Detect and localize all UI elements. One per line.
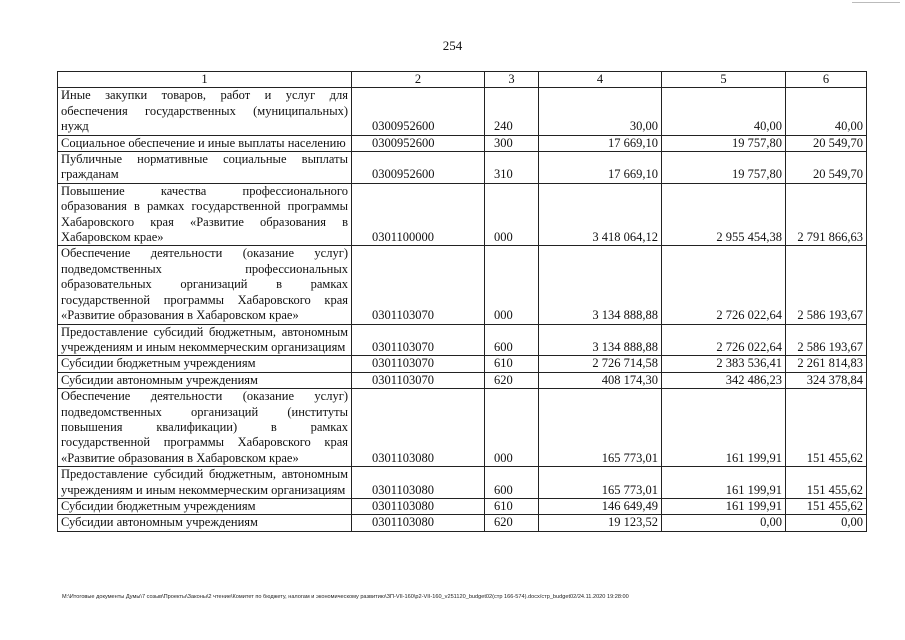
table-row [58,498,867,514]
table-row [58,183,867,246]
table-row [58,389,867,467]
row-amount-col6-cell: 2 261 814,83 [786,356,867,372]
table-row [58,467,867,499]
row-amount-col5-cell: 161 199,91 [662,467,786,499]
header-cell-1: 1 [58,72,352,88]
row-name-cell: Повышение качества профессионального образования в рамках государственной программы Хабаровского края «Развитие образования в Хабаровском крае» [58,183,352,246]
row-name-cell: Обеспечение деятельности (оказание услуг) подведомственных профессиональных образовательных организаций в рамках государственной программы Хабаровского края «Развитие образования в Хабаровском крае» [58,246,352,324]
budget-table-body [58,72,867,532]
row-expense-type-cell: 620 [485,515,539,531]
row-expense-type-cell: 000 [485,389,539,467]
row-amount-col5-cell: 0,00 [662,515,786,531]
row-amount-col6-cell: 151 455,62 [786,389,867,467]
row-expense-type-cell: 310 [485,152,539,184]
table-row [58,88,867,135]
row-amount-col6-cell: 324 378,84 [786,372,867,388]
row-amount-col5-cell: 2 955 454,38 [662,183,786,246]
row-expense-type-cell: 000 [485,183,539,246]
row-amount-col5-cell: 19 757,80 [662,152,786,184]
row-expense-type-cell: 610 [485,356,539,372]
row-amount-col5-cell: 161 199,91 [662,498,786,514]
top-edge-rule [852,2,900,3]
row-name-cell: Субсидии бюджетным учреждениям [58,356,352,372]
row-amount-col6-cell: 40,00 [786,88,867,135]
row-name-cell: Социальное обеспечение и иные выплаты населению [58,135,352,151]
row-code-cell: 0301103070 [352,246,485,324]
table-row [58,324,867,356]
table-row [58,356,867,372]
row-amount-col4-cell: 17 669,10 [539,152,662,184]
row-amount-col6-cell: 0,00 [786,515,867,531]
row-code-cell: 0301103080 [352,515,485,531]
row-amount-col4-cell: 30,00 [539,88,662,135]
table-row [58,135,867,151]
table-row [58,515,867,531]
row-name-cell: Обеспечение деятельности (оказание услуг) подведомственных организаций (институты повышения квалификации) в рамках государственной программы Хабаровского края «Развитие образования в Хабаровском крае» [58,389,352,467]
row-code-cell: 0300952600 [352,152,485,184]
row-code-cell: 0301103070 [352,324,485,356]
row-code-cell: 0301103080 [352,498,485,514]
row-amount-col6-cell: 20 549,70 [786,152,867,184]
footer-file-path: M:\Итоговые документы Думы\7 созыв\Проекты\Законы\2 чтение\Комитет по бюджету, налогам и экономическому развитию\ЗП-VII-160\р2-VII-160_v251120_budget02(стр 166-574).docx/стр_budget02/24.11.2020 19:28:00 [62,594,629,600]
row-amount-col5-cell: 2 726 022,64 [662,324,786,356]
row-amount-col5-cell: 40,00 [662,88,786,135]
row-expense-type-cell: 600 [485,467,539,499]
row-amount-col6-cell: 151 455,62 [786,498,867,514]
row-code-cell: 0301103080 [352,389,485,467]
row-amount-col4-cell: 3 134 888,88 [539,324,662,356]
row-amount-col4-cell: 408 174,30 [539,372,662,388]
row-name-cell: Публичные нормативные социальные выплаты гражданам [58,152,352,184]
row-amount-col4-cell: 165 773,01 [539,389,662,467]
row-amount-col4-cell: 165 773,01 [539,467,662,499]
row-expense-type-cell: 600 [485,324,539,356]
row-amount-col4-cell: 2 726 714,58 [539,356,662,372]
row-code-cell: 0301103070 [352,372,485,388]
row-expense-type-cell: 000 [485,246,539,324]
row-code-cell: 0300952600 [352,88,485,135]
row-amount-col6-cell: 2 791 866,63 [786,183,867,246]
row-expense-type-cell: 300 [485,135,539,151]
row-name-cell: Предоставление субсидий бюджетным, автономным учреждениям и иным некоммерческим организациям [58,467,352,499]
row-amount-col4-cell: 3 418 064,12 [539,183,662,246]
row-amount-col6-cell: 151 455,62 [786,467,867,499]
row-amount-col4-cell: 17 669,10 [539,135,662,151]
header-cell-6: 6 [786,72,867,88]
row-name-cell: Субсидии бюджетным учреждениям [58,498,352,514]
row-amount-col6-cell: 20 549,70 [786,135,867,151]
row-amount-col5-cell: 19 757,80 [662,135,786,151]
header-cell-5: 5 [662,72,786,88]
header-cell-3: 3 [485,72,539,88]
row-amount-col4-cell: 146 649,49 [539,498,662,514]
table-row [58,246,867,324]
row-amount-col4-cell: 19 123,52 [539,515,662,531]
header-cell-4: 4 [539,72,662,88]
row-name-cell: Предоставление субсидий бюджетным, автономным учреждениям и иным некоммерческим организациям [58,324,352,356]
row-expense-type-cell: 610 [485,498,539,514]
row-expense-type-cell: 240 [485,88,539,135]
row-amount-col5-cell: 2 726 022,64 [662,246,786,324]
row-amount-col5-cell: 2 383 536,41 [662,356,786,372]
table-row [58,152,867,184]
row-code-cell: 0301103070 [352,356,485,372]
row-amount-col4-cell: 3 134 888,88 [539,246,662,324]
row-code-cell: 0300952600 [352,135,485,151]
row-code-cell: 0301100000 [352,183,485,246]
table-row [58,372,867,388]
header-cell-2: 2 [352,72,485,88]
row-expense-type-cell: 620 [485,372,539,388]
row-code-cell: 0301103080 [352,467,485,499]
page-number: 254 [442,38,463,53]
row-amount-col5-cell: 342 486,23 [662,372,786,388]
row-name-cell: Субсидии автономным учреждениям [58,515,352,531]
row-name-cell: Субсидии автономным учреждениям [58,372,352,388]
row-name-cell: Иные закупки товаров, работ и услуг для обеспечения государственных (муниципальных) нужд [58,88,352,135]
row-amount-col6-cell: 2 586 193,67 [786,246,867,324]
table-header-row [58,72,867,88]
row-amount-col5-cell: 161 199,91 [662,389,786,467]
budget-table [57,71,867,532]
row-amount-col6-cell: 2 586 193,67 [786,324,867,356]
